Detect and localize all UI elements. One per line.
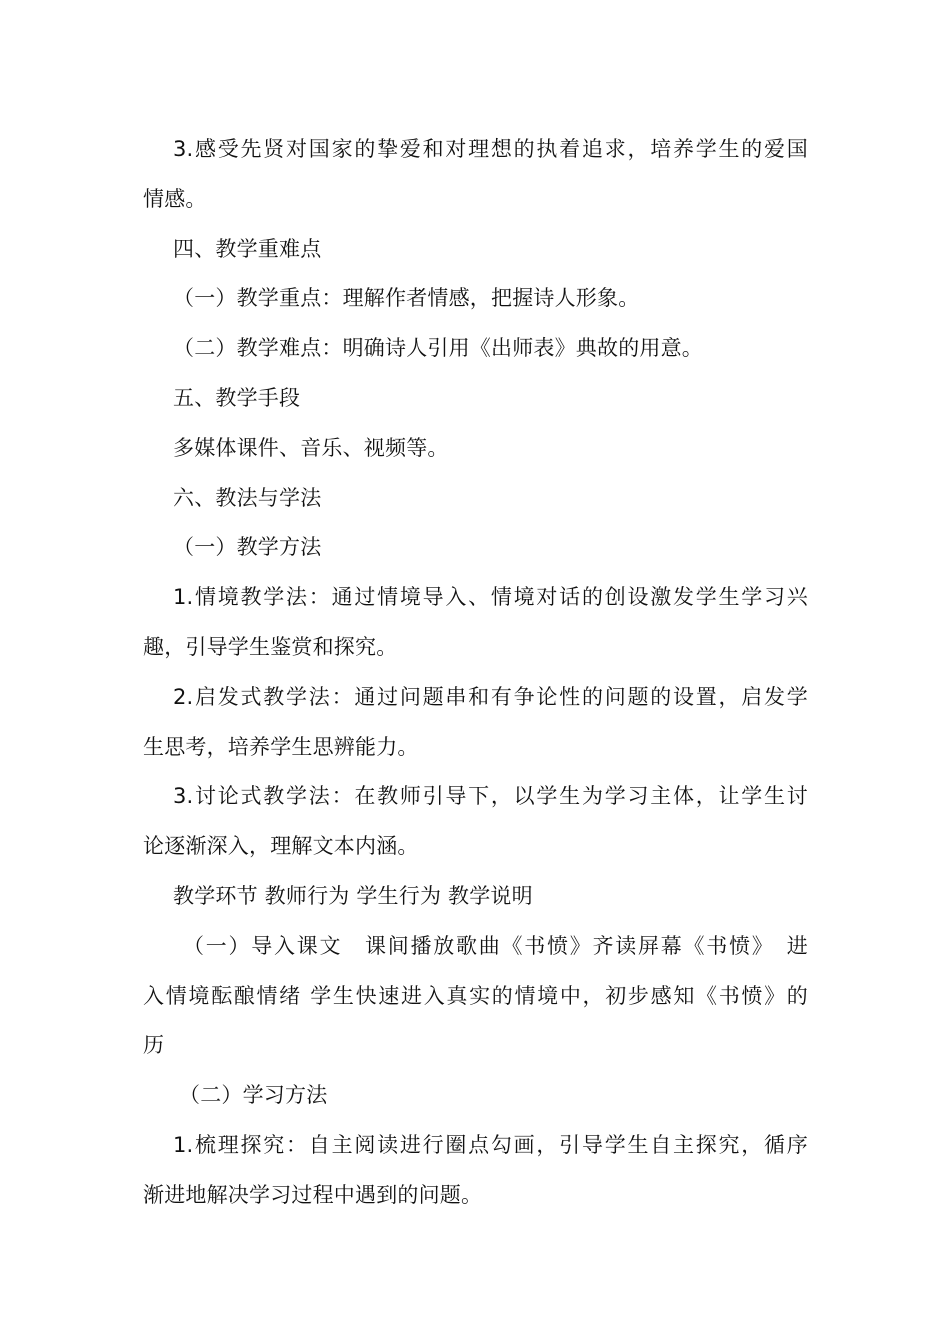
paragraph-line: 趣，引导学生鉴赏和探究。	[143, 634, 398, 659]
paragraph-line: 渐进地解决学习过程中遇到的问题。	[143, 1182, 483, 1207]
paragraph-line: 2.启发式教学法：通过问题串和有争论性的问题的设置，启发学	[173, 684, 808, 709]
subsection-heading: （二）学习方法	[179, 1083, 328, 1108]
paragraph-line: （一）教学重点：理解作者情感，把握诗人形象。	[173, 286, 640, 311]
table-header-line: 教学环节 教师行为 学生行为 教学说明	[173, 883, 533, 908]
paragraph-line: （二）教学难点：明确诗人引用《出师表》典故的用意。	[173, 336, 703, 361]
paragraph-line: 3.感受先贤对国家的挚爱和对理想的执着追求，培养学生的爱国	[173, 137, 808, 161]
section-heading: 五、教学手段	[173, 385, 301, 410]
subsection-heading: （一）教学方法	[173, 535, 322, 560]
paragraph-line: 情感。	[143, 186, 207, 211]
paragraph-line: 历	[143, 1033, 165, 1058]
paragraph-line: （一）导入课文 课间播放歌曲《书愤》齐读屏幕《书愤》 进	[183, 933, 808, 958]
paragraph-line: 1.梳理探究：自主阅读进行圈点勾画，引导学生自主探究，循序	[173, 1132, 808, 1157]
paragraph-line: 生思考，培养学生思辨能力。	[143, 734, 419, 759]
section-heading: 六、教法与学法	[173, 485, 322, 510]
paragraph-line: 入情境酝酿情绪 学生快速进入真实的情境中，初步感知《书愤》的	[143, 983, 808, 1008]
paragraph-line: 3.讨论式教学法：在教师引导下，以学生为学习主体，让学生讨	[173, 784, 808, 809]
paragraph-line: 多媒体课件、音乐、视频等。	[173, 435, 449, 460]
body-text	[143, 125, 808, 1221]
section-heading: 四、教学重难点	[173, 236, 322, 261]
paragraph-line: 1.情境教学法：通过情境导入、情境对话的创设激发学生学习兴	[173, 585, 808, 610]
paragraph-line: 论逐渐深入，理解文本内涵。	[143, 834, 419, 859]
